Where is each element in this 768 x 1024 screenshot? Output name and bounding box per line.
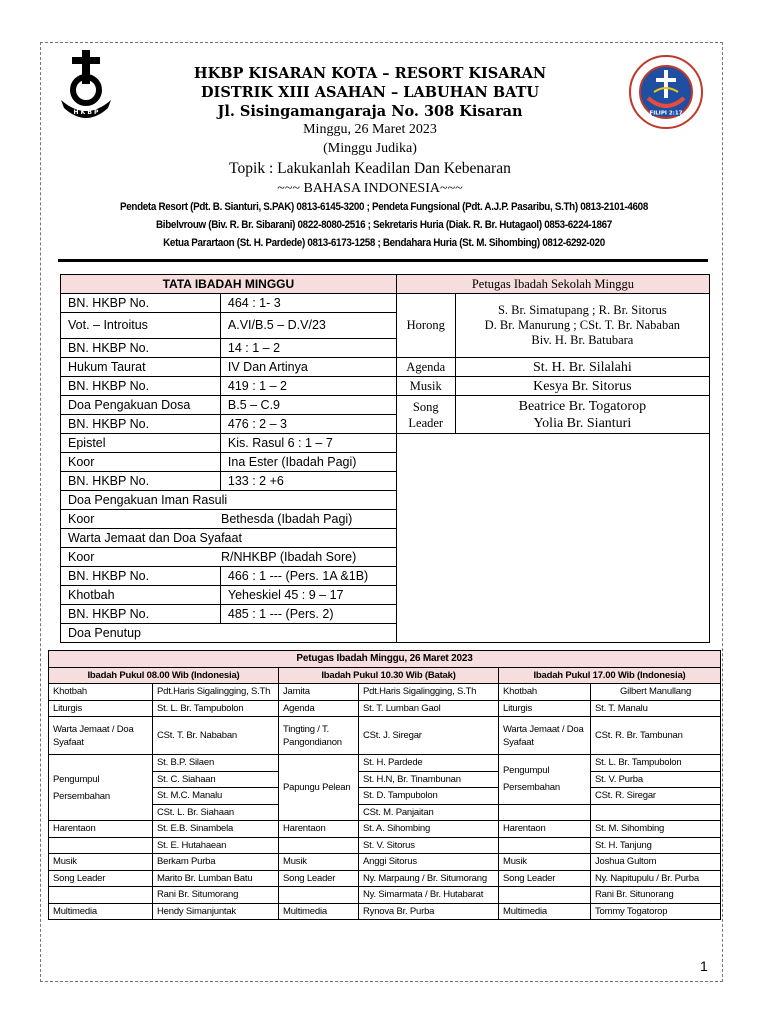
order-item-label: BN. HKBP No.: [61, 377, 221, 396]
officer-name: St. V. Purba: [591, 771, 721, 788]
role-label: Harentaon: [499, 821, 591, 838]
empty-cell: [279, 837, 359, 854]
officer-name: Pdt.Haris Sigalingging, S.Th: [153, 684, 279, 701]
officer-name: St. T. Manalu: [591, 700, 721, 717]
empty-cell: [279, 887, 359, 904]
officer-name: Joshua Gultom: [591, 854, 721, 871]
order-item-label: Doa Pengakuan Iman Rasuli: [61, 491, 397, 510]
role-label: Harentaon: [279, 821, 359, 838]
horong-name: Biv. H. Br. Batubara: [531, 333, 634, 347]
officer-name: Rani Br. Situnorang: [591, 887, 721, 904]
order-item-value: 133 : 2 +6: [220, 472, 396, 491]
officer-name: St. D. Tampubolon: [359, 788, 499, 805]
order-item-value: 466 : 1 --- (Pers. 1A &1B): [220, 567, 396, 586]
officials-line-1: Pendeta Resort (Pdt. B. Sianturi, S.PAK) 0813-6145-3200 ; Pendeta Fungsional (Pdt. A.J.P. Pasaribu, S.Th) 0813-2101-4608: [119, 201, 649, 213]
order-item-value: 464 : 1- 3: [220, 294, 396, 313]
order-item-label: Vot. – Introitus: [61, 313, 221, 339]
order-item-label: Koor: [68, 511, 95, 526]
officer-name: St. A. Sihombing: [359, 821, 499, 838]
officer-name: St. H. Pardede: [359, 755, 499, 772]
order-item-value: A.VI/B.5 – D.V/23: [220, 313, 396, 339]
role-label: Pengumpul Persembahan: [499, 755, 591, 805]
role-label: Multimedia: [499, 903, 591, 920]
role-label: Musik: [49, 854, 153, 871]
order-item-label: BN. HKBP No.: [61, 472, 221, 491]
officer-name: St. V. Sitorus: [359, 837, 499, 854]
order-item-label: BN. HKBP No.: [61, 567, 221, 586]
officer-name: St. E.B. Sinambela: [153, 821, 279, 838]
role-label: Song Leader: [279, 870, 359, 887]
musik-value: Kesya Br. Sitorus: [455, 377, 709, 396]
order-item-value: Kis. Rasul 6 : 1 – 7: [220, 434, 396, 453]
role-label: Warta Jemaat / Doa Syafaat: [49, 717, 153, 755]
officer-name: [591, 804, 721, 821]
order-item-merged: [61, 510, 397, 529]
hkbp-logo-icon: [58, 50, 114, 120]
officer-name: St. C. Siahaan: [153, 771, 279, 788]
worship-order-title: TATA IBADAH MINGGU: [61, 275, 397, 294]
order-item-value: B.5 – C.9: [220, 396, 396, 415]
diakonia-logo-icon: [628, 54, 704, 130]
service-date: Minggu, 26 Maret 2023: [303, 122, 437, 137]
role-label: Tingting / T. Pangondianon: [279, 717, 359, 755]
order-item-merged: [61, 548, 397, 567]
service-1700-header: Ibadah Pukul 17.00 Wib (Indonesia): [499, 667, 721, 684]
role-label: Multimedia: [279, 903, 359, 920]
order-item-label: Warta Jemaat dan Doa Syafaat: [61, 529, 397, 548]
role-label: Song Leader: [499, 870, 591, 887]
officer-name: Ny. Marpaung / Br. Situmorang: [359, 870, 499, 887]
role-label: Warta Jemaat / Doa Syafaat: [499, 717, 591, 755]
officer-name: CSt. T. Br. Nababan: [153, 717, 279, 755]
order-item-label: Doa Pengakuan Dosa: [61, 396, 221, 415]
order-item-label: BN. HKBP No.: [61, 294, 221, 313]
officer-name: Rani Br. Situmorang: [153, 887, 279, 904]
officials-line-2: Bibelvrouw (Biv. R. Br. Sibarani) 0822-8080-2516 ; Sekretaris Huria (Diak. R. Br. Hutagaol) 0853-6224-1867: [156, 219, 612, 231]
song-leader-names: [455, 396, 709, 434]
role-label: Harentaon: [49, 821, 153, 838]
officer-name: CSt. R. Br. Tambunan: [591, 717, 721, 755]
page-number: 1: [700, 958, 708, 974]
song-leader-label: [396, 396, 455, 434]
officer-name: Gilbert Manullang: [591, 684, 721, 701]
sunday-school-title: Petugas Ibadah Sekolah Minggu: [396, 275, 709, 294]
header-divider: [58, 259, 708, 262]
logo-left-text: H K B P: [73, 109, 99, 116]
order-item-label: BN. HKBP No.: [61, 605, 221, 624]
order-item-label: Koor: [68, 549, 95, 564]
order-item-label: Doa Penutup: [61, 624, 397, 643]
role-label: Jamita: [279, 684, 359, 701]
order-item-label: Epistel: [61, 434, 221, 453]
empty-cell: [49, 887, 153, 904]
officials-line-3: Ketua Parartaon (St. H. Pardede) 0813-6173-1258 ; Bendahara Huria (St. M. Sihombing) 0812-6292-020: [163, 237, 605, 249]
order-item-value: 419 : 1 – 2: [220, 377, 396, 396]
song-leader-name: Yolia Br. Sianturi: [533, 415, 632, 431]
empty-cell: [49, 837, 153, 854]
service-1030-header: Ibadah Pukul 10.30 Wib (Batak): [279, 667, 499, 684]
officer-name: CSt. M. Panjaitan: [359, 804, 499, 821]
empty-cell: [499, 887, 591, 904]
horong-name: D. Br. Manurung ; CSt. T. Br. Nababan: [484, 318, 681, 332]
role-label: Liturgis: [49, 700, 153, 717]
officer-name: St. T. Lumban Gaol: [359, 700, 499, 717]
service-officers-table: [48, 650, 721, 920]
officer-name: St. B.P. Silaen: [153, 755, 279, 772]
officers-title: Petugas Ibadah Minggu, 26 Maret 2023: [49, 651, 721, 668]
officer-name: CSt. L. Br. Siahaan: [153, 804, 279, 821]
officer-name: Tommy Togatorop: [591, 903, 721, 920]
agenda-label: Agenda: [396, 358, 455, 377]
church-address: Jl. Sisingamangaraja No. 308 Kisaran: [217, 103, 523, 120]
order-item-label: Khotbah: [61, 586, 221, 605]
order-item-value: Bethesda (Ibadah Pagi): [221, 511, 353, 526]
sermon-topic: Topik : Lakukanlah Keadilan Dan Kebenaran: [229, 160, 511, 177]
order-item-label: BN. HKBP No.: [61, 339, 221, 358]
officer-name: Hendy Simanjuntak: [153, 903, 279, 920]
officer-name: St. L. Br. Tampubolon: [153, 700, 279, 717]
role-label: Musik: [279, 854, 359, 871]
officer-name: CSt. R. Siregar: [591, 788, 721, 805]
order-item-value: Ina Ester (Ibadah Pagi): [220, 453, 396, 472]
horong-label: Horong: [396, 294, 455, 358]
order-item-value: 476 : 2 – 3: [220, 415, 396, 434]
order-item-label: BN. HKBP No.: [61, 415, 221, 434]
role-label: Khotbah: [499, 684, 591, 701]
officer-name: Ny. Napitupulu / Br. Purba: [591, 870, 721, 887]
logo-right-text: FILIPI 2:17: [649, 110, 683, 117]
sunday-name: (Minggu Judika): [323, 141, 417, 156]
song-leader-name: Beatrice Br. Togatorop: [518, 398, 647, 414]
worship-order-table: [60, 274, 710, 643]
order-item-value: 485 : 1 --- (Pers. 2): [220, 605, 396, 624]
service-0800-header: Ibadah Pukul 08.00 Wib (Indonesia): [49, 667, 279, 684]
language-label: ~~~ BAHASA INDONESIA~~~: [277, 181, 463, 196]
officer-name: Berkam Purba: [153, 854, 279, 871]
sunday-school-blank: [396, 434, 709, 643]
order-item-value: R/NHKBP (Ibadah Sore): [221, 549, 357, 564]
role-label: Khotbah: [49, 684, 153, 701]
role-label: Song Leader: [49, 870, 153, 887]
empty-cell: [499, 804, 591, 821]
order-item-value: IV Dan Artinya: [220, 358, 396, 377]
officer-name: Ny. Simarmata / Br. Hutabarat: [359, 887, 499, 904]
musik-label: Musik: [396, 377, 455, 396]
role-label: Pengumpul Persembahan: [49, 755, 153, 821]
officer-name: St. M.C. Manalu: [153, 788, 279, 805]
officer-name: Marito Br. Lumban Batu: [153, 870, 279, 887]
officer-name: Rynova Br. Purba: [359, 903, 499, 920]
district-name: DISTRIK XIII ASAHAN – LABUHAN BATU: [200, 84, 540, 101]
song-label-line: Song: [412, 399, 439, 414]
officer-name: St. E. Hutahaean: [153, 837, 279, 854]
officer-name: Pdt.Haris Sigalingging, S.Th: [359, 684, 499, 701]
order-item-value: 14 : 1 – 2: [220, 339, 396, 358]
order-item-label: Hukum Taurat: [61, 358, 221, 377]
horong-names: [455, 294, 709, 358]
officer-name: St. H.N, Br. Tinambunan: [359, 771, 499, 788]
church-name: HKBP KISARAN KOTA – RESORT KISARAN: [193, 65, 547, 82]
role-label: Multimedia: [49, 903, 153, 920]
role-label: Musik: [499, 854, 591, 871]
order-item-label: Koor: [61, 453, 221, 472]
agenda-value: St. H. Br. Silalahi: [455, 358, 709, 377]
officer-name: CSt. J. Siregar: [359, 717, 499, 755]
role-label: Agenda: [279, 700, 359, 717]
officer-name: St. H. Tanjung: [591, 837, 721, 854]
role-label: Papungu Pelean: [279, 755, 359, 821]
order-item-value: Yeheskiel 45 : 9 – 17: [220, 586, 396, 605]
horong-name: S. Br. Simatupang ; R. Br. Sitorus: [497, 303, 667, 317]
officer-name: St. L. Br. Tampubolon: [591, 755, 721, 772]
empty-cell: [499, 837, 591, 854]
role-label: Liturgis: [499, 700, 591, 717]
officer-name: St. M. Sihombing: [591, 821, 721, 838]
song-label-line: Leader: [408, 415, 444, 430]
officer-name: Anggi Sitorus: [359, 854, 499, 871]
